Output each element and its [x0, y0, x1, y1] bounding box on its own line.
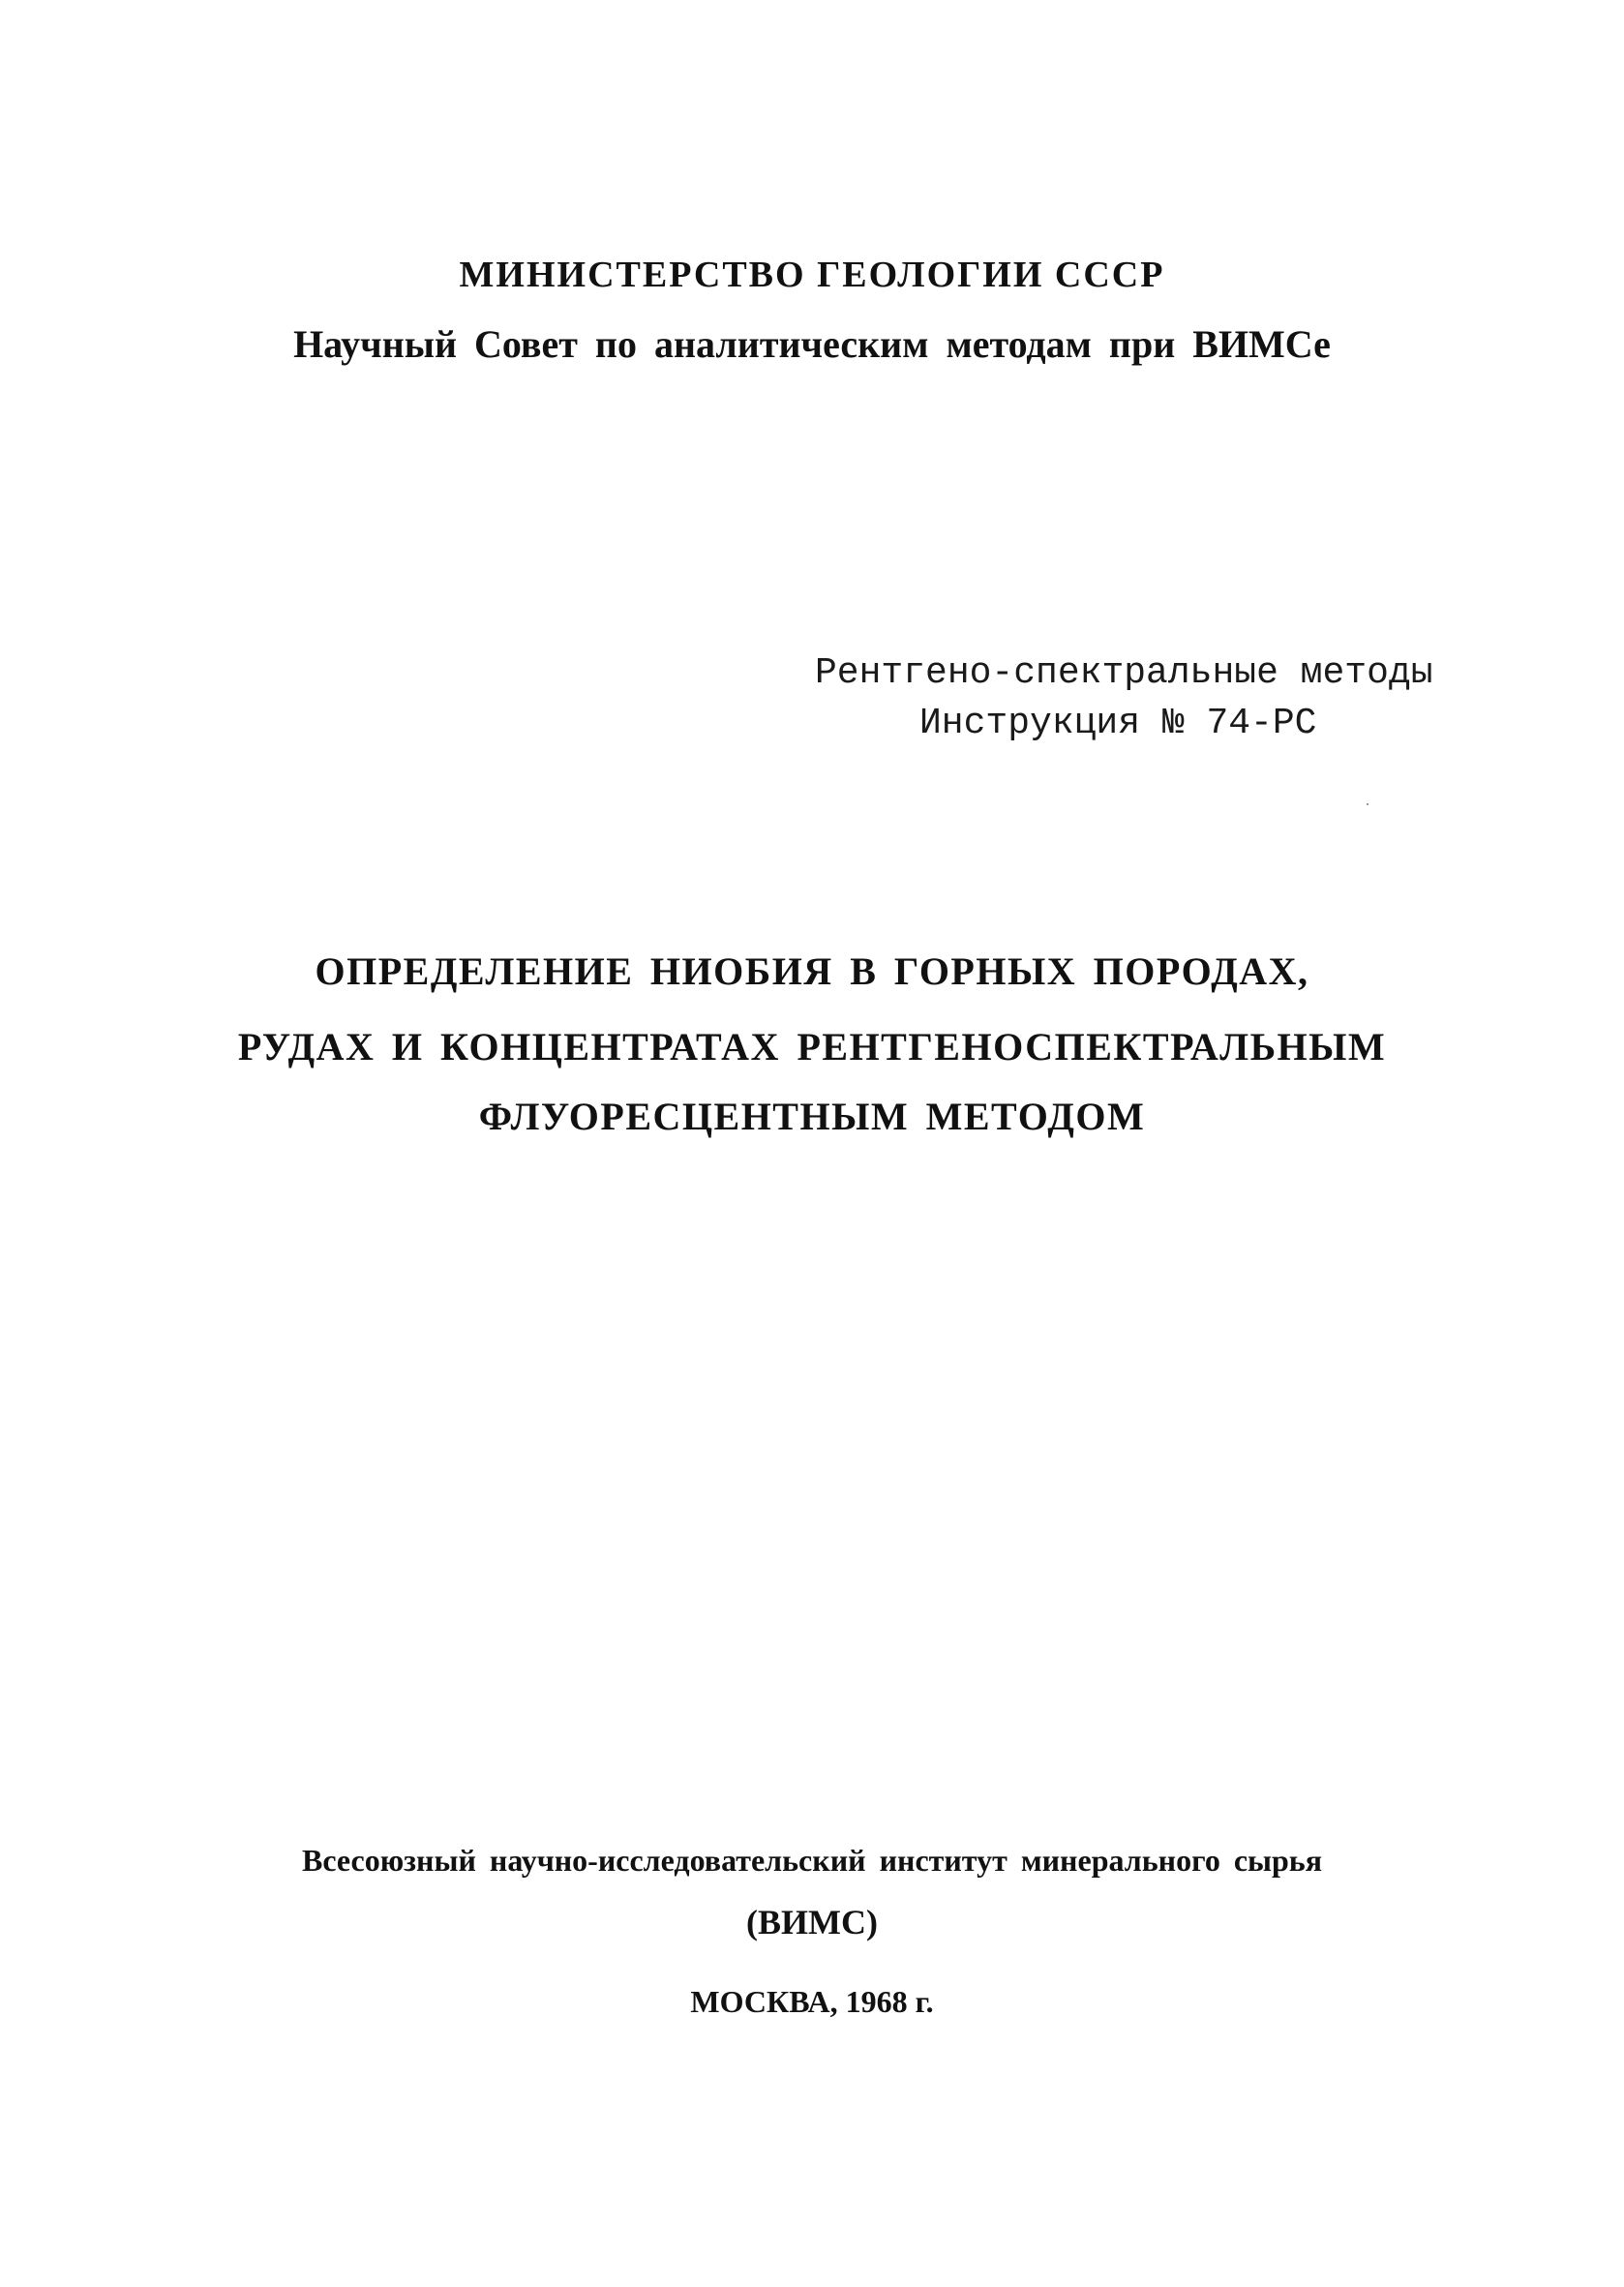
- institute-abbreviation: (ВИМС): [746, 1903, 878, 1941]
- ministry-heading: МИНИСТЕРСТВО ГЕОЛОГИИ СССР: [459, 255, 1165, 295]
- council-heading: Научный Совет по аналитическим методам при ВИМСе: [293, 322, 1331, 366]
- paper-speck: [1367, 803, 1368, 805]
- institute-name: Всесоюзный научно-исследовательский институт минерального сырья: [301, 1843, 1323, 1878]
- instruction-number: Инструкция № 74-РС: [919, 703, 1317, 744]
- series-label: Рентгено-спектральные методы: [815, 652, 1433, 694]
- document-title-line-2: РУДАХ И КОНЦЕНТРАТАХ РЕНТГЕНОСПЕКТРАЛЬНЫМ: [237, 1025, 1387, 1068]
- document-title-line-3: ФЛУОРЕСЦЕНТНЫМ МЕТОДОМ: [478, 1095, 1146, 1138]
- document-title-line-1: ОПРЕДЕЛЕНИЕ НИОБИЯ В ГОРНЫХ ПОРОДАХ,: [315, 949, 1309, 993]
- publication-place-year: МОСКВА, 1968 г.: [690, 1984, 934, 2019]
